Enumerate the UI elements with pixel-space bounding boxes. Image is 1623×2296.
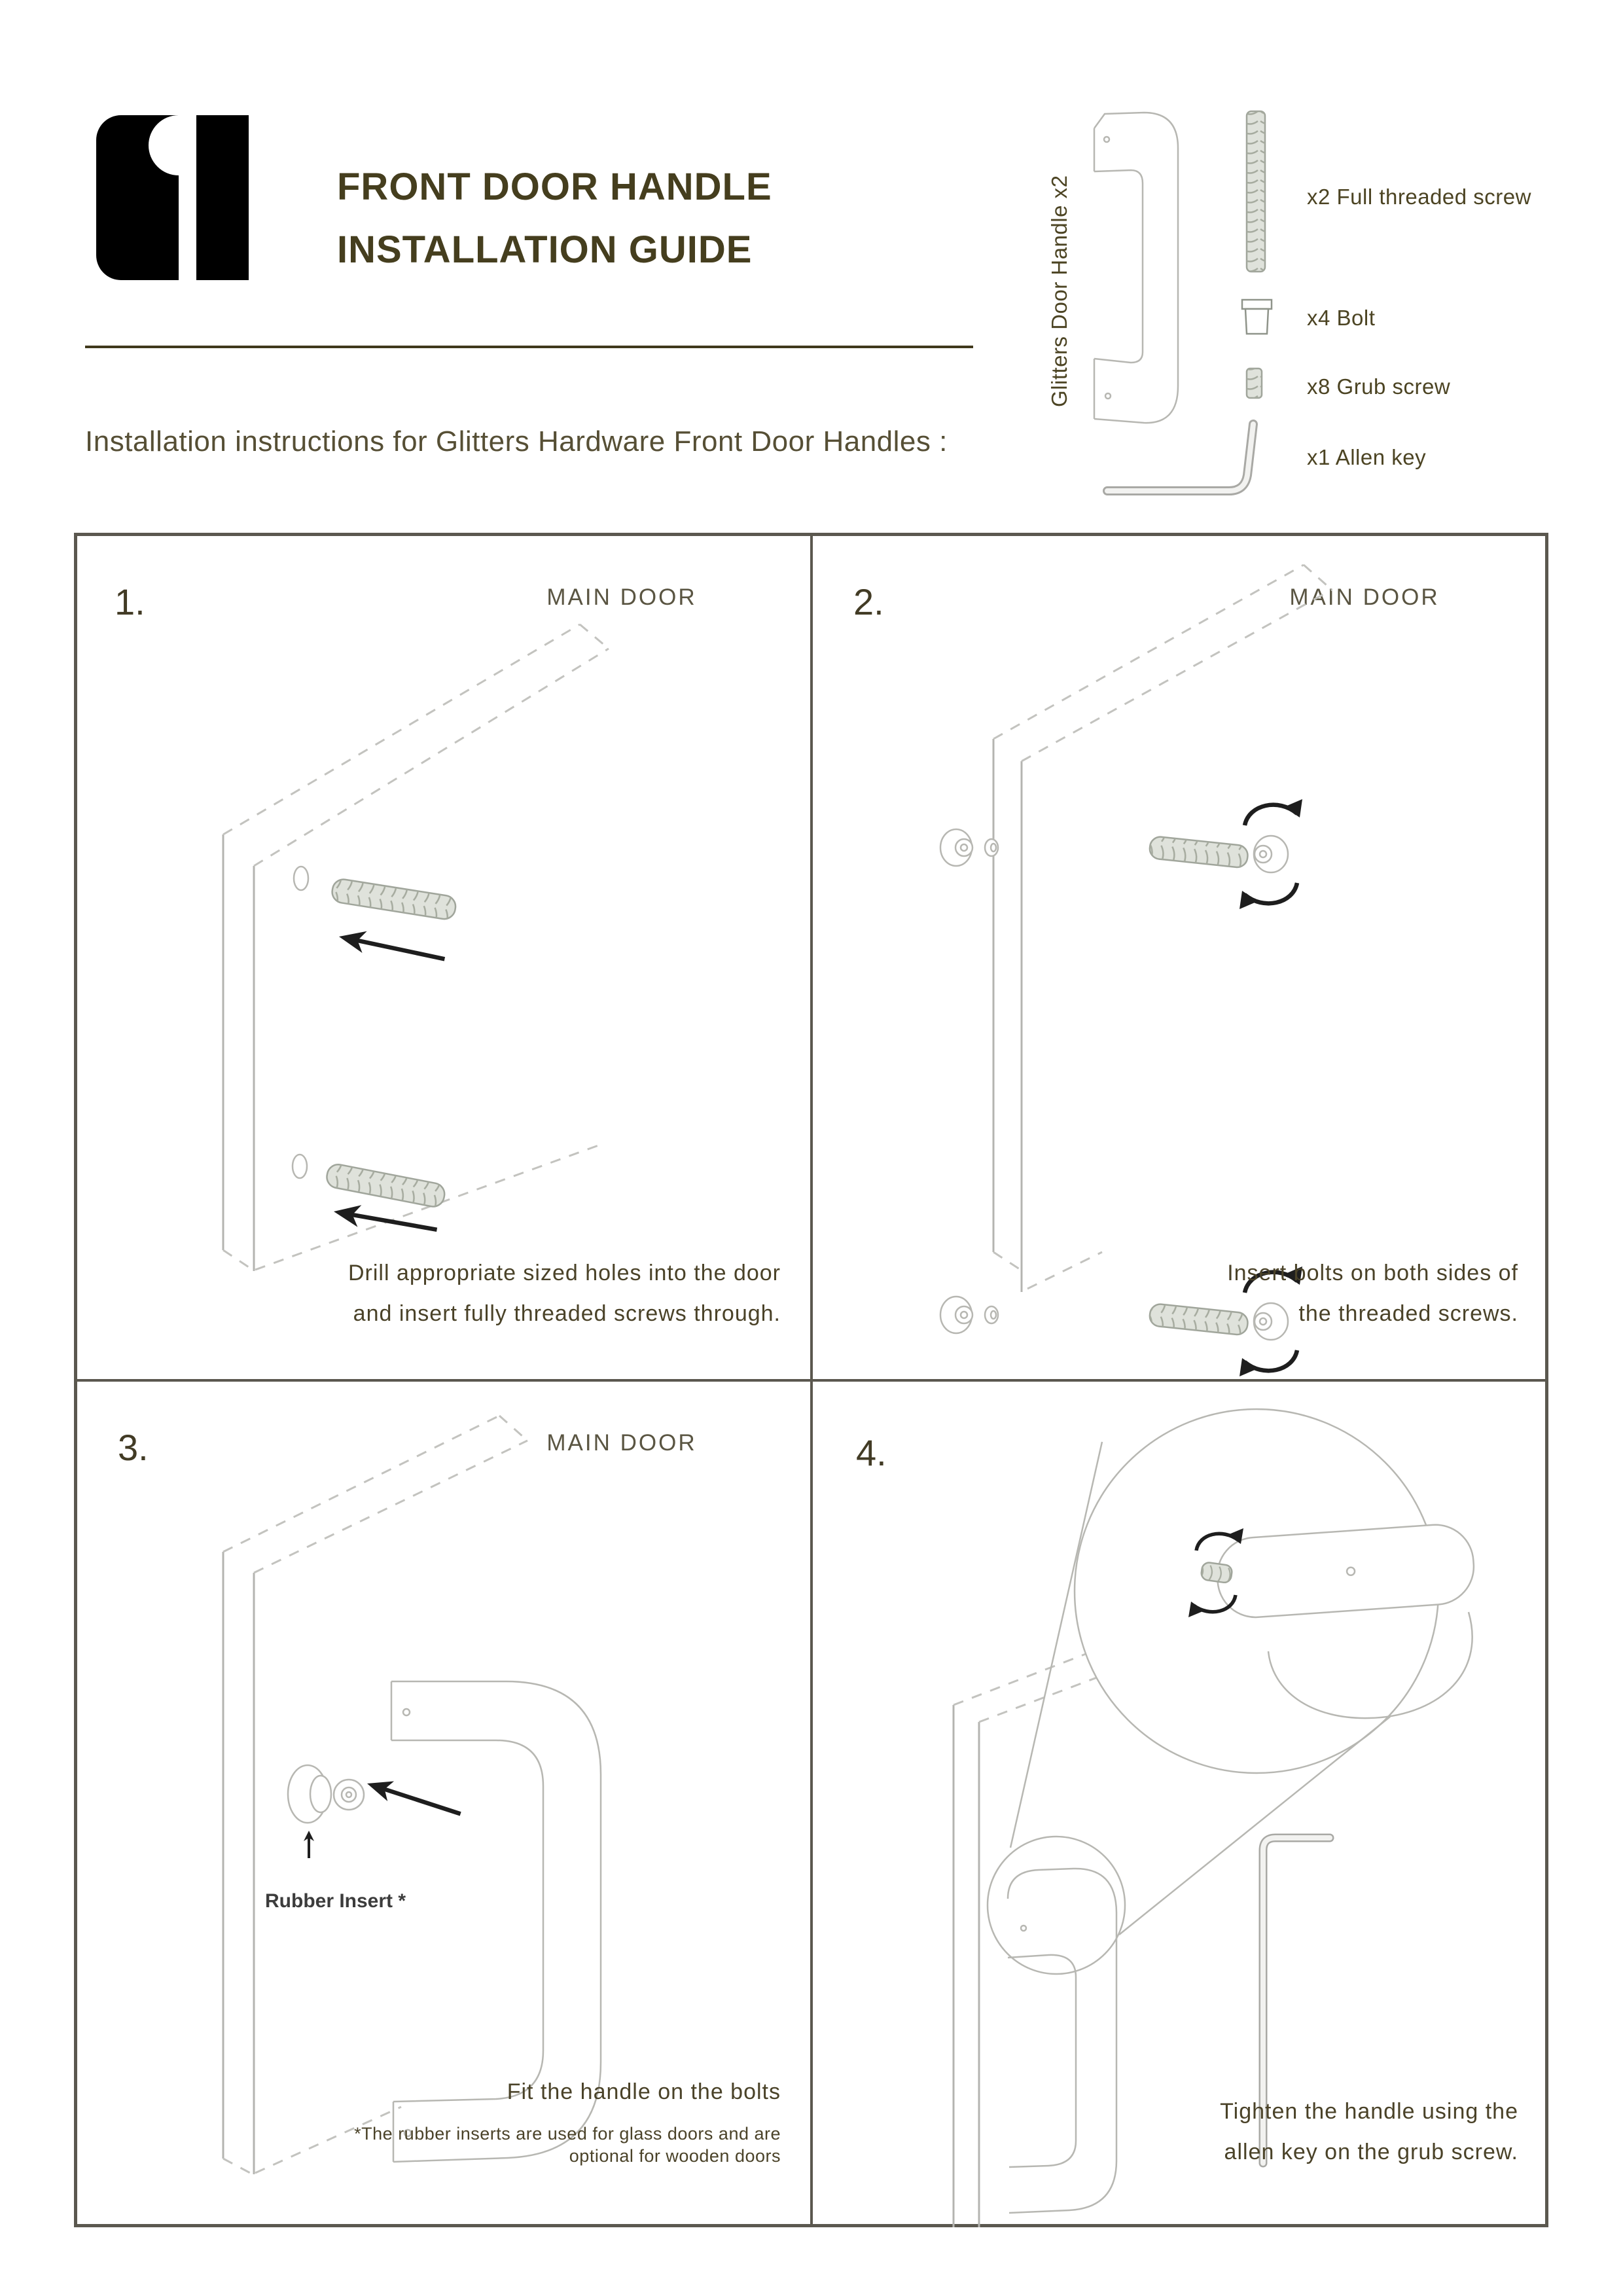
panel-2-door-label: MAIN DOOR	[1289, 584, 1440, 610]
panel-4	[813, 1382, 1545, 2227]
panel-1-upper-screw	[294, 867, 457, 970]
panel-2-door-drawing	[993, 565, 1332, 1292]
part-label-screw: x2 Full threaded screw	[1307, 185, 1531, 209]
panel-4-caption-line2: allen key on the grub screw.	[1224, 2140, 1518, 2164]
panel-1-caption-line2: and insert fully threaded screws through.	[353, 1301, 781, 1326]
page-title-line2: INSTALLATION GUIDE	[337, 228, 753, 271]
fit-arrow-icon	[364, 1774, 464, 1824]
panel-1-door-drawing	[223, 624, 609, 1271]
panel-3-number: 3.	[118, 1427, 149, 1468]
panel-3	[77, 1382, 810, 2227]
panel-2-number: 2.	[853, 581, 884, 622]
panel-1-caption-line1: Drill appropriate sized holes into the door	[348, 1261, 781, 1285]
grub-screw-icon	[1200, 1562, 1232, 1583]
logo-bar	[196, 115, 249, 280]
panel-3-note-line2: optional for wooden doors	[569, 2146, 781, 2166]
panel-4-handle-drawing	[1008, 1869, 1116, 2213]
panel-2-caption-line1: Insert bolts on both sides of	[1227, 1261, 1518, 1285]
part-label-allen: x1 Allen key	[1307, 445, 1427, 469]
page-title	[337, 156, 772, 281]
instruction-grid	[74, 533, 1548, 2227]
part-label-grub: x8 Grub screw	[1307, 374, 1451, 399]
header-divider	[85, 346, 973, 348]
bolt-icon	[1242, 300, 1272, 334]
panel-1-door-label: MAIN DOOR	[546, 584, 697, 610]
panel-4-number: 4.	[856, 1432, 887, 1473]
insert-arrow-icon	[336, 925, 446, 970]
panel-3-door-drawing	[223, 1416, 527, 2174]
grub-screw-icon	[1247, 368, 1262, 398]
panel-1-number: 1.	[115, 581, 145, 622]
handle-label: Glitters Door Handle x2	[1047, 175, 1071, 407]
page-title-line1: FRONT DOOR HANDLE	[337, 166, 772, 208]
part-label-bolt: x4 Bolt	[1307, 306, 1376, 330]
allen-key-icon	[1107, 424, 1253, 491]
panel-3-rubber-insert	[288, 1765, 364, 1823]
panel-3-caption: Fit the handle on the bolts	[507, 2079, 781, 2104]
panel-3-door-label: MAIN DOOR	[546, 1430, 697, 1456]
rubber-insert-pointer-icon	[304, 1831, 314, 1858]
panel-4-magnifier	[988, 1409, 1438, 1974]
panel-1	[77, 536, 810, 1379]
panel-2-upper-bolts	[940, 799, 1302, 909]
panel-4-caption-line1: Tighten the handle using the	[1220, 2099, 1518, 2124]
glitters-logo	[96, 115, 249, 280]
subtitle: Installation instructions for Glitters Hardware Front Door Handles :	[85, 425, 948, 457]
door-handle-icon	[1094, 113, 1178, 423]
panel-3-note-line1: *The rubber inserts are used for glass doors and are	[354, 2124, 781, 2144]
panel-2-caption-line2: the threaded screws.	[1298, 1301, 1518, 1326]
rubber-insert-label: Rubber Insert *	[265, 1890, 406, 1912]
insert-arrow-icon	[332, 1200, 438, 1240]
threaded-screw-icon	[1247, 111, 1265, 272]
panel-2	[813, 536, 1545, 1379]
